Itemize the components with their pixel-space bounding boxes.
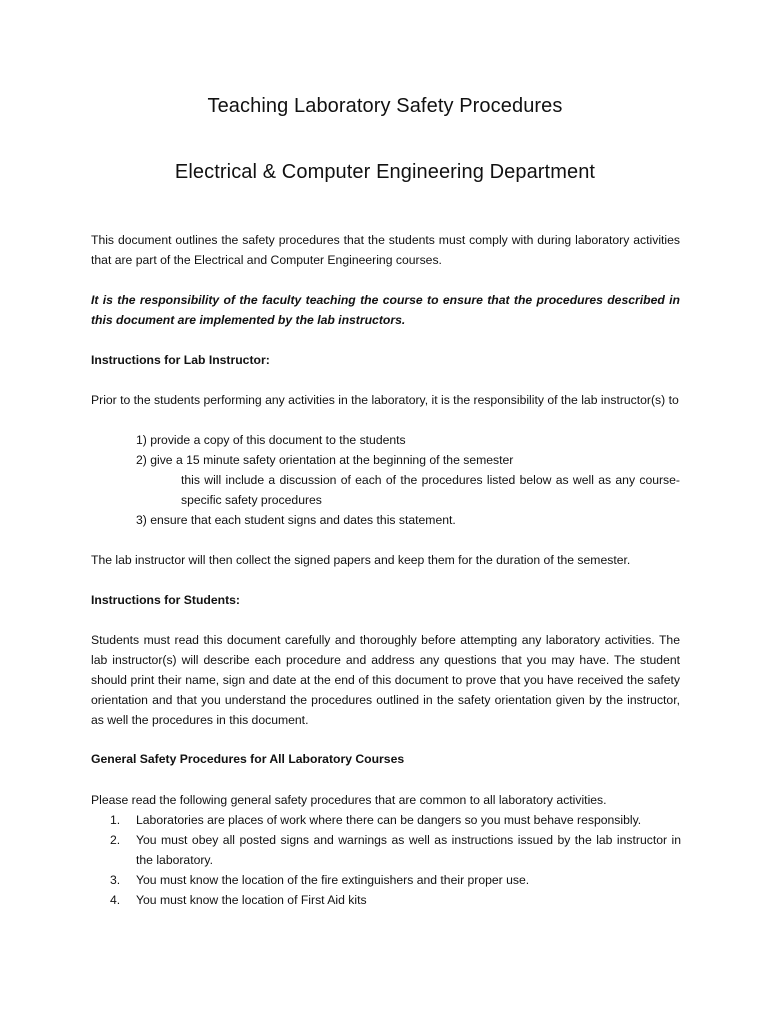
students-paragraph: Students must read this document carefully and thoroughly before attempting any laboratory activities. The lab instructor(s) will describe each procedure and address any questions that you may have. The student should print their name, sign and date at the end of this document to prove that you have received the safety orientation and that you understand the procedures outlined in the safety orientation given by the instructor, as well the procedures in this document. (91, 633, 680, 727)
responsibility-statement: It is the responsibility of the faculty teaching the course to ensure that the procedures described in this document are implemented by the lab instructors. (91, 293, 680, 327)
list-item: You must know the location of the fire extinguishers and their proper use. (136, 873, 530, 887)
department-subtitle: Electrical & Computer Engineering Department (174, 161, 596, 183)
list-item: Laboratories are places of work where there can be dangers so you must behave responsibly. (136, 813, 642, 827)
list-item-number: 3. (110, 873, 121, 887)
intro-paragraph: This document outlines the safety procedures that the students must comply with during laboratory activities that are part of the Electrical and Computer Engineering courses. (91, 233, 680, 267)
instructor-step-2-detail: this will include a discussion of each of the procedures listed below as well as any course-specific safety procedures (181, 473, 680, 507)
list-item: You must obey all posted signs and warnings as well as instructions issued by the lab instructor in the laboratory. (136, 833, 681, 867)
lab-instructor-heading: Instructions for Lab Instructor: (91, 353, 270, 367)
list-item-number: 4. (110, 893, 121, 907)
collect-papers-text: The lab instructor will then collect the signed papers and keep them for the duration of the semester. (91, 553, 631, 567)
students-heading: Instructions for Students: (91, 593, 240, 607)
instructor-step-3: 3) ensure that each student signs and dates this statement. (136, 513, 456, 527)
lab-instructor-prior: Prior to the students performing any activities in the laboratory, it is the responsibility of the lab instructor(s) to (91, 393, 679, 407)
instructor-step-1: 1) provide a copy of this document to the students (136, 433, 406, 447)
instructor-step-2: 2) give a 15 minute safety orientation at the beginning of the semester (136, 453, 514, 467)
general-safety-intro: Please read the following general safety procedures that are common to all laboratory activities. (91, 793, 607, 807)
list-item: You must know the location of First Aid kits (136, 893, 367, 907)
page-title: Teaching Laboratory Safety Procedures (207, 95, 563, 117)
list-item-number: 2. (110, 833, 121, 847)
general-safety-heading: General Safety Procedures for All Laboratory Courses (91, 752, 405, 766)
list-item-number: 1. (110, 813, 121, 827)
